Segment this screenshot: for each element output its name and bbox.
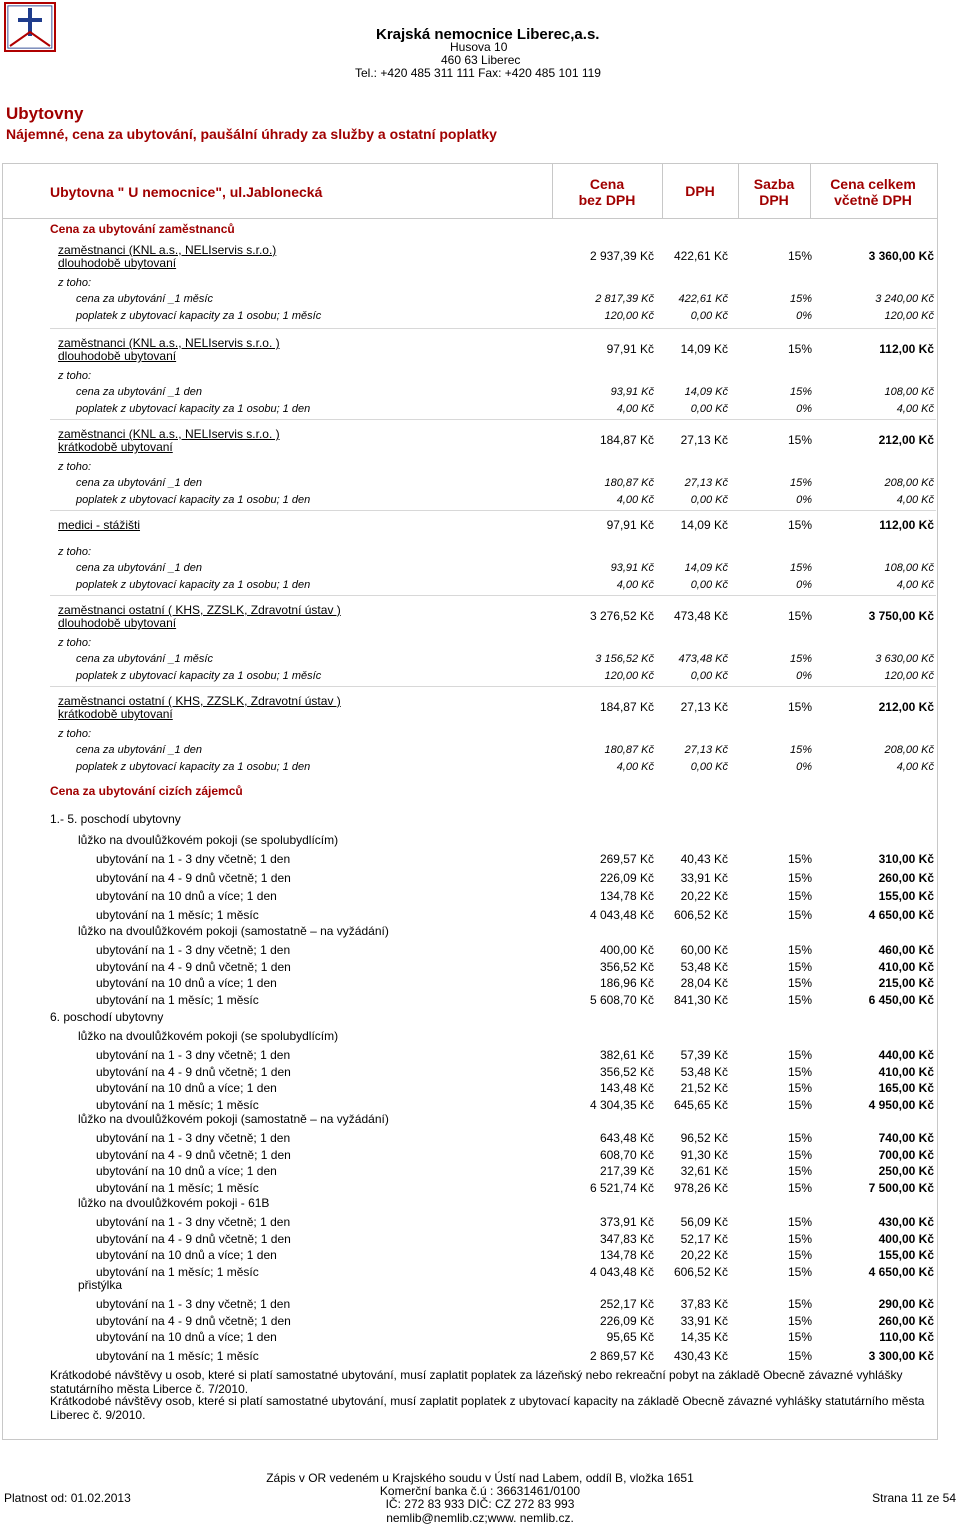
vat-amount: 91,30 Kč: [680, 1147, 728, 1162]
price-without-vat: 356,52 Kč: [599, 959, 654, 974]
stay-option-label: ubytování na 1 měsíc; 1 měsíc: [96, 907, 259, 922]
vat-amount: 27,13 Kč: [684, 744, 728, 756]
stay-option-label: ubytování na 1 - 3 dny včetně; 1 den: [96, 1297, 291, 1311]
vat-amount: 37,83 Kč: [680, 1297, 728, 1311]
price-without-vat: 226,09 Kč: [599, 870, 654, 885]
footer-web-link[interactable]: nemlib@nemlib.cz;www. nemlib.cz.: [386, 1511, 574, 1525]
price-without-vat: 134,78 Kč: [599, 1248, 654, 1263]
group-label: zaměstnanci ostatní ( KHS, ZZSLK, Zdravotní ústav ): [58, 603, 341, 617]
document-subtitle: Nájemné, cena za ubytování, paušální úhrady za služby a ostatní poplatky: [6, 126, 497, 142]
price-without-vat: 252,17 Kč: [599, 1297, 654, 1311]
price-without-vat: 3 156,52 Kč: [595, 653, 654, 665]
stay-option-label: ubytování na 1 měsíc; 1 měsíc: [96, 1348, 259, 1363]
vat-amount: 473,48 Kč: [678, 653, 728, 665]
z-toho-label: z toho:: [58, 370, 92, 382]
price-total: 700,00 Kč: [878, 1147, 934, 1162]
vat-amount: 33,91 Kč: [680, 870, 728, 885]
col-header-total: Cena celkem včetně DPH: [830, 176, 916, 208]
price-without-vat: 382,61 Kč: [599, 1048, 654, 1062]
price-without-vat: 4,00 Kč: [616, 579, 654, 591]
vat-amount: 21,52 Kč: [680, 1081, 728, 1096]
hostel-name: Ubytovna " U nemocnice", ul.Jablonecká: [50, 184, 323, 200]
stay-option-label: ubytování na 4 - 9 dnů včetně; 1 den: [96, 1064, 291, 1079]
vat-amount: 645,65 Kč: [673, 1097, 728, 1112]
price-total: 212,00 Kč: [878, 700, 934, 714]
stay-option-label: ubytování na 10 dnů a více; 1 den: [96, 1248, 277, 1263]
price-total: 250,00 Kč: [878, 1164, 934, 1179]
stay-option-label: ubytování na 10 dnů a více; 1 den: [96, 1164, 277, 1179]
vat-amount: 0,00 Kč: [690, 670, 728, 682]
price-total: 120,00 Kč: [884, 310, 934, 322]
vat-rate: 15%: [787, 700, 812, 714]
breakdown-item-label: cena za ubytování _1 den: [76, 744, 202, 756]
validity-date: Platnost od: 01.02.2013: [4, 1491, 131, 1505]
section-employees-title: Cena za ubytování zaměstnanců: [50, 222, 235, 236]
vat-amount: 32,61 Kč: [680, 1164, 728, 1179]
breakdown-item-label: cena za ubytování _1 den: [76, 386, 202, 398]
vat-rate: 15%: [787, 1097, 812, 1112]
room-type-title: lůžko na dvoulůžkovém pokoji (se spolubydlícím): [78, 833, 339, 847]
price-total: 3 750,00 Kč: [868, 609, 934, 623]
price-without-vat: 95,65 Kč: [606, 1330, 654, 1345]
stay-option-label: ubytování na 4 - 9 dnů včetně; 1 den: [96, 1313, 291, 1328]
vat-amount: 20,22 Kč: [680, 1248, 728, 1263]
group-sublabel: krátkodobě ubytovaní: [58, 707, 173, 721]
vat-amount: 606,52 Kč: [673, 907, 728, 922]
price-without-vat: 217,39 Kč: [599, 1164, 654, 1179]
vat-amount: 20,22 Kč: [680, 889, 728, 903]
vat-amount: 0,00 Kč: [690, 494, 728, 506]
z-toho-label: z toho:: [58, 461, 92, 473]
stay-option-label: ubytování na 4 - 9 dnů včetně; 1 den: [96, 870, 291, 885]
stay-option-label: ubytování na 4 - 9 dnů včetně; 1 den: [96, 959, 291, 974]
group-label: medici - stážišti: [58, 518, 141, 532]
group-sublabel: dlouhodobě ubytovaní: [58, 616, 177, 630]
footer-ids: IČ: 272 83 933 DIČ: CZ 272 83 993: [385, 1497, 575, 1511]
price-total: 215,00 Kč: [878, 976, 934, 991]
vat-rate: 15%: [787, 342, 812, 356]
vat-amount: 0,00 Kč: [690, 403, 728, 415]
stay-option-label: ubytování na 10 dnů a více; 1 den: [96, 889, 277, 903]
breakdown-item-label: poplatek z ubytovací kapacity za 1 osobu; 1 den: [76, 403, 311, 415]
price-without-vat: 4,00 Kč: [616, 494, 654, 506]
vat-amount: 14,09 Kč: [684, 386, 728, 398]
address-city: 460 63 Liberec: [441, 53, 521, 67]
price-total: 155,00 Kč: [878, 889, 934, 903]
vat-rate: 15%: [787, 1231, 812, 1246]
price-total: 410,00 Kč: [878, 959, 934, 974]
stay-option-label: ubytování na 1 měsíc; 1 měsíc: [96, 1180, 259, 1195]
price-without-vat: 3 276,52 Kč: [589, 609, 654, 623]
price-without-vat: 356,52 Kč: [599, 1064, 654, 1079]
vat-amount: 473,48 Kč: [673, 609, 728, 623]
price-total: 4,00 Kč: [896, 579, 934, 591]
vat-rate: 15%: [787, 1164, 812, 1179]
vat-rate: 15%: [789, 653, 812, 665]
vat-rate: 15%: [787, 976, 812, 991]
page-number: Strana 11 ze 54: [872, 1491, 956, 1505]
stay-option-label: ubytování na 1 - 3 dny včetně; 1 den: [96, 1048, 291, 1062]
price-total: 3 630,00 Kč: [875, 653, 934, 665]
price-total: 108,00 Kč: [884, 562, 934, 574]
price-total: 155,00 Kč: [878, 1248, 934, 1263]
contact-phones: Tel.: +420 485 311 111 Fax: +420 485 101 119: [355, 66, 601, 80]
price-without-vat: 608,70 Kč: [599, 1147, 654, 1162]
vat-amount: 33,91 Kč: [680, 1313, 728, 1328]
room-type-title: lůžko na dvoulůžkovém pokoji (se spolubydlícím): [78, 1029, 339, 1043]
group-sublabel: dlouhodobě ubytovaní: [58, 349, 177, 363]
price-total: 4,00 Kč: [896, 403, 934, 415]
price-total: 260,00 Kč: [878, 870, 934, 885]
stay-option-label: ubytování na 1 měsíc; 1 měsíc: [96, 1264, 259, 1279]
price-total: 4 650,00 Kč: [868, 907, 934, 922]
col-header-dph: DPH: [685, 183, 715, 199]
vat-rate: 15%: [787, 943, 812, 957]
price-total: 212,00 Kč: [878, 433, 934, 447]
price-without-vat: 143,48 Kč: [599, 1081, 654, 1096]
vat-amount: 27,13 Kč: [684, 477, 728, 489]
group-divider: [50, 328, 936, 329]
vat-rate: 15%: [787, 1215, 812, 1229]
price-total: 4 950,00 Kč: [868, 1097, 934, 1112]
footer-bank: Komerční banka č.ú : 36631461/0100: [379, 1484, 581, 1498]
vat-rate: 15%: [787, 907, 812, 922]
col-header-cena: Cena bez DPH: [578, 176, 636, 208]
room-type-title: přistýlka: [78, 1278, 123, 1292]
stay-option-label: ubytování na 4 - 9 dnů včetně; 1 den: [96, 1231, 291, 1246]
stay-option-label: ubytování na 10 dnů a více; 1 den: [96, 1081, 277, 1096]
vat-amount: 52,17 Kč: [680, 1231, 728, 1246]
vat-rate: 15%: [787, 1064, 812, 1079]
vat-rate: 0%: [796, 403, 812, 415]
vat-rate: 15%: [787, 889, 812, 903]
price-without-vat: 120,00 Kč: [604, 670, 654, 682]
vat-rate: 15%: [789, 744, 812, 756]
vat-rate: 15%: [789, 293, 812, 305]
price-without-vat: 93,91 Kč: [610, 562, 654, 574]
vat-amount: 14,09 Kč: [684, 562, 728, 574]
vat-amount: 0,00 Kč: [690, 310, 728, 322]
stay-option-label: ubytování na 1 - 3 dny včetně; 1 den: [96, 1215, 291, 1229]
room-type-title: lůžko na dvoulůžkovém pokoji - 61B: [78, 1196, 270, 1210]
col-header-sazba: Sazba DPH: [753, 176, 795, 208]
vat-rate: 0%: [796, 670, 812, 682]
vat-amount: 27,13 Kč: [680, 433, 728, 447]
price-total: 110,00 Kč: [879, 1330, 934, 1345]
stay-option-label: ubytování na 10 dnů a více; 1 den: [96, 1330, 277, 1345]
z-toho-label: z toho:: [58, 277, 92, 289]
note-spa-fee-cont: statutárního města Liberce č. 7/2010.: [50, 1382, 249, 1396]
group-label: zaměstnanci (KNL a.s., NELIservis s.r.o. ): [58, 427, 280, 441]
price-total: 400,00 Kč: [878, 1231, 934, 1246]
price-without-vat: 373,91 Kč: [599, 1215, 654, 1229]
vat-rate: 15%: [789, 477, 812, 489]
vat-rate: 15%: [789, 386, 812, 398]
organization-name: Krajská nemocnice Liberec,a.s.: [376, 26, 600, 43]
price-total: 4,00 Kč: [896, 494, 934, 506]
price-total: 6 450,00 Kč: [868, 992, 934, 1007]
stay-option-label: ubytování na 1 měsíc; 1 měsíc: [96, 1097, 259, 1112]
group-label: zaměstnanci (KNL a.s., NELIservis s.r.o. ): [58, 336, 280, 350]
price-without-vat: 180,87 Kč: [604, 477, 654, 489]
vat-amount: 422,61 Kč: [673, 249, 728, 263]
group-sublabel: krátkodobě ubytovaní: [58, 440, 173, 454]
vat-amount: 96,52 Kč: [680, 1131, 728, 1145]
group-label: zaměstnanci (KNL a.s., NELIservis s.r.o.): [58, 243, 277, 257]
vat-rate: 15%: [787, 1147, 812, 1162]
note-spa-fee: Krátkodobé návštěvy u osob, které si platí samostatné ubytování, musí zaplatit poplatek za lázeňský nebo rekreační pobyt na základě Obecně závazné vyhlášky: [50, 1368, 903, 1382]
price-total: 208,00 Kč: [884, 477, 934, 489]
hospital-logo: [4, 2, 56, 52]
vat-amount: 27,13 Kč: [680, 700, 728, 714]
breakdown-item-label: poplatek z ubytovací kapacity za 1 osobu; 1 den: [76, 761, 311, 773]
vat-amount: 0,00 Kč: [690, 579, 728, 591]
vat-rate: 15%: [787, 870, 812, 885]
vat-rate: 0%: [796, 494, 812, 506]
price-total: 112,00 Kč: [879, 518, 934, 532]
price-total: 3 300,00 Kč: [868, 1348, 934, 1363]
price-without-vat: 4 304,35 Kč: [589, 1097, 654, 1112]
vat-rate: 15%: [787, 1330, 812, 1345]
price-total: 740,00 Kč: [878, 1131, 934, 1145]
price-total: 430,00 Kč: [878, 1215, 934, 1229]
vat-rate: 15%: [787, 1297, 812, 1311]
price-total: 410,00 Kč: [878, 1064, 934, 1079]
price-without-vat: 2 817,39 Kč: [595, 293, 654, 305]
vat-amount: 14,09 Kč: [680, 342, 728, 356]
price-without-vat: 180,87 Kč: [604, 744, 654, 756]
stay-option-label: ubytování na 1 - 3 dny včetně; 1 den: [96, 1131, 291, 1145]
document-title: Ubytovny: [6, 104, 84, 123]
breakdown-item-label: cena za ubytování _1 den: [76, 562, 202, 574]
price-without-vat: 186,96 Kč: [599, 976, 654, 991]
price-without-vat: 5 608,70 Kč: [589, 992, 654, 1007]
vat-rate: 15%: [787, 1180, 812, 1195]
vat-amount: 978,26 Kč: [673, 1180, 728, 1195]
vat-rate: 15%: [787, 1313, 812, 1328]
vat-rate: 15%: [787, 1048, 812, 1062]
price-without-vat: 347,83 Kč: [599, 1231, 654, 1246]
floor-title: 6. poschodí ubytovny: [50, 1010, 164, 1024]
price-without-vat: 6 521,74 Kč: [589, 1180, 654, 1195]
price-without-vat: 4,00 Kč: [616, 761, 654, 773]
vat-rate: 15%: [787, 852, 812, 866]
vat-amount: 0,00 Kč: [690, 761, 728, 773]
group-divider: [50, 686, 936, 687]
breakdown-item-label: cena za ubytování _1 měsíc: [76, 293, 213, 305]
price-without-vat: 184,87 Kč: [599, 433, 654, 447]
stay-option-label: ubytování na 1 - 3 dny včetně; 1 den: [96, 943, 291, 957]
vat-amount: 14,35 Kč: [680, 1330, 728, 1345]
breakdown-item-label: poplatek z ubytovací kapacity za 1 osobu; 1 den: [76, 494, 311, 506]
vat-amount: 57,39 Kč: [680, 1048, 728, 1062]
vat-rate: 0%: [796, 310, 812, 322]
price-without-vat: 97,91 Kč: [606, 518, 654, 532]
room-type-title: lůžko na dvoulůžkovém pokoji (samostatně – na vyžádání): [78, 924, 389, 938]
price-total: 112,00 Kč: [879, 342, 934, 356]
vat-rate: 15%: [787, 1348, 812, 1363]
price-total: 7 500,00 Kč: [868, 1180, 934, 1195]
price-without-vat: 4 043,48 Kč: [589, 1264, 654, 1279]
room-type-title: lůžko na dvoulůžkovém pokoji (samostatně – na vyžádání): [78, 1112, 389, 1126]
footer-register: Zápis v OR vedeném u Krajského soudu v Ústí nad Labem, oddíl B, vložka 1651: [266, 1471, 694, 1485]
price-without-vat: 134,78 Kč: [599, 889, 654, 903]
vat-amount: 53,48 Kč: [680, 1064, 728, 1079]
vat-amount: 60,00 Kč: [680, 943, 728, 957]
price-without-vat: 4,00 Kč: [616, 403, 654, 415]
vat-rate: 15%: [787, 518, 812, 532]
price-without-vat: 184,87 Kč: [599, 700, 654, 714]
price-total: 310,00 Kč: [878, 852, 934, 866]
note-capacity-fee: Krátkodobé návštěvy osob, které si platí samostatné ubytování, musí zaplatit poplatek z ubytovací kapacity na základě Obecně závazné vyhlášky statutárního města: [50, 1394, 925, 1408]
vat-amount: 40,43 Kč: [680, 852, 728, 866]
vat-rate: 15%: [787, 433, 812, 447]
price-total: 120,00 Kč: [884, 670, 934, 682]
vat-rate: 15%: [787, 959, 812, 974]
floor-title: 1.- 5. poschodí ubytovny: [50, 812, 181, 826]
header-divider: [2, 218, 937, 219]
address-street: Husova 10: [450, 40, 508, 54]
vat-rate: 15%: [787, 992, 812, 1007]
price-total: 208,00 Kč: [884, 744, 934, 756]
price-total: 108,00 Kč: [884, 386, 934, 398]
vat-rate: 15%: [789, 562, 812, 574]
price-total: 4 650,00 Kč: [868, 1264, 934, 1279]
price-without-vat: 2 869,57 Kč: [589, 1348, 654, 1363]
vat-amount: 14,09 Kč: [680, 518, 728, 532]
vat-amount: 841,30 Kč: [673, 992, 728, 1007]
price-without-vat: 4 043,48 Kč: [589, 907, 654, 922]
breakdown-item-label: poplatek z ubytovací kapacity za 1 osobu; 1 den: [76, 579, 311, 591]
vat-rate: 15%: [787, 1081, 812, 1096]
price-without-vat: 2 937,39 Kč: [589, 249, 654, 263]
section-external-title: Cena za ubytování cizích zájemců: [50, 784, 243, 798]
price-total: 440,00 Kč: [878, 1048, 934, 1062]
group-divider: [50, 419, 936, 420]
z-toho-label: z toho:: [58, 728, 92, 740]
vat-amount: 606,52 Kč: [673, 1264, 728, 1279]
vat-rate: 15%: [787, 1131, 812, 1145]
price-total: 3 360,00 Kč: [868, 249, 934, 263]
vat-rate: 0%: [796, 761, 812, 773]
price-total: 460,00 Kč: [878, 943, 934, 957]
vat-rate: 0%: [796, 579, 812, 591]
z-toho-label: z toho:: [58, 546, 92, 558]
vat-rate: 15%: [787, 249, 812, 263]
vat-amount: 28,04 Kč: [680, 976, 728, 991]
stay-option-label: ubytování na 10 dnů a více; 1 den: [96, 976, 277, 991]
price-total: 3 240,00 Kč: [875, 293, 934, 305]
price-total: 260,00 Kč: [878, 1313, 934, 1328]
breakdown-item-label: cena za ubytování _1 měsíc: [76, 653, 213, 665]
price-total: 290,00 Kč: [878, 1297, 934, 1311]
group-label: zaměstnanci ostatní ( KHS, ZZSLK, Zdravotní ústav ): [58, 694, 341, 708]
price-without-vat: 97,91 Kč: [606, 342, 654, 356]
vat-amount: 422,61 Kč: [678, 293, 728, 305]
group-sublabel: dlouhodobě ubytovaní: [58, 256, 177, 270]
stay-option-label: ubytování na 4 - 9 dnů včetně; 1 den: [96, 1147, 291, 1162]
price-without-vat: 120,00 Kč: [604, 310, 654, 322]
group-divider: [50, 595, 936, 596]
note-capacity-fee-cont: Liberec č. 9/2010.: [50, 1408, 146, 1422]
vat-rate: 15%: [787, 1264, 812, 1279]
price-total: 4,00 Kč: [896, 761, 934, 773]
vat-amount: 430,43 Kč: [673, 1348, 728, 1363]
vat-rate: 15%: [787, 609, 812, 623]
breakdown-item-label: cena za ubytování _1 den: [76, 477, 202, 489]
price-total: 165,00 Kč: [878, 1081, 934, 1096]
z-toho-label: z toho:: [58, 637, 92, 649]
price-without-vat: 643,48 Kč: [599, 1131, 654, 1145]
breakdown-item-label: poplatek z ubytovací kapacity za 1 osobu; 1 měsíc: [76, 670, 322, 682]
breakdown-item-label: poplatek z ubytovací kapacity za 1 osobu; 1 měsíc: [76, 310, 322, 322]
stay-option-label: ubytování na 1 - 3 dny včetně; 1 den: [96, 852, 291, 866]
stay-option-label: ubytování na 1 měsíc; 1 měsíc: [96, 992, 259, 1007]
vat-amount: 53,48 Kč: [680, 959, 728, 974]
vat-amount: 56,09 Kč: [680, 1215, 728, 1229]
price-without-vat: 269,57 Kč: [599, 852, 654, 866]
price-without-vat: 93,91 Kč: [610, 386, 654, 398]
vat-rate: 15%: [787, 1248, 812, 1263]
price-without-vat: 226,09 Kč: [599, 1313, 654, 1328]
group-divider: [50, 510, 936, 511]
price-without-vat: 400,00 Kč: [599, 943, 654, 957]
